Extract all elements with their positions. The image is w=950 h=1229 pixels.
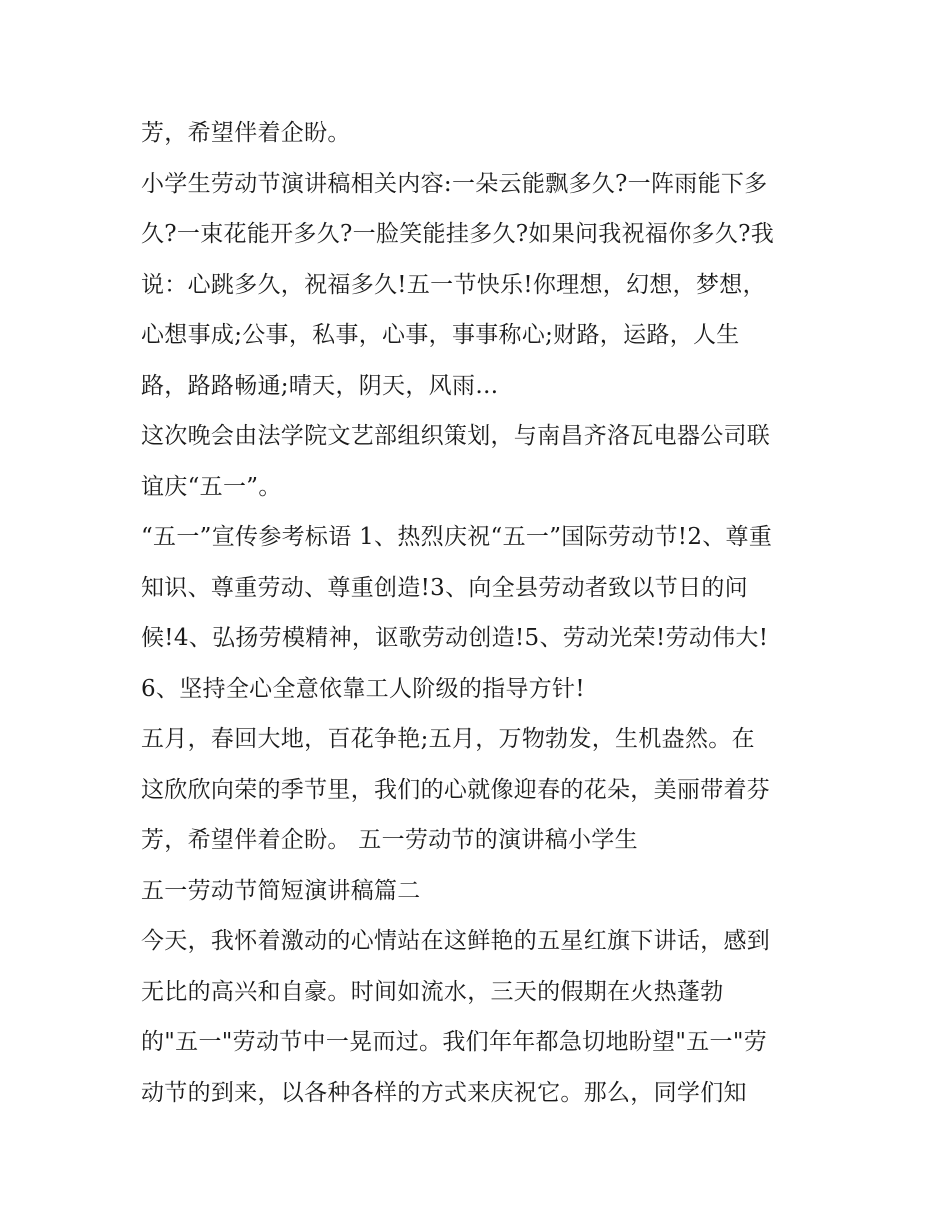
text-line: 候!4、弘扬劳模精神，讴歌劳动创造!5、劳动光荣!劳动伟大! (141, 625, 769, 651)
text-line: 知识、尊重劳动、尊重创造!3、向全县劳动者致以节日的问 (141, 574, 748, 601)
text-line: 说：心跳多久，祝福多久!五一节快乐!你理想，幻想，梦想， (141, 271, 766, 298)
text-line: 久?一束花能开多久?一脸笑能挂多久?如果问我祝福你多久?我 (141, 221, 775, 247)
text-line: 的"五一"劳动节中一晃而过。我们年年都急切地盼望"五一"劳 (141, 1029, 768, 1055)
text-line: 6、坚持全心全意依靠工人阶级的指导方针! (141, 675, 585, 702)
text-line: 芳，希望伴着企盼。 (141, 120, 351, 146)
text-line: 五月，春回大地，百花争艳;五月，万物勃发，生机盎然。在 (141, 726, 755, 752)
text-line: 小学生劳动节演讲稿相关内容:一朵云能飘多久?一阵雨能下多 (141, 170, 768, 197)
text-line: 这次晚会由法学院文艺部组织策划，与南昌齐洛瓦电器公司联 (141, 423, 771, 449)
text-line: “五一”宣传参考标语 1、热烈庆祝“五一”国际劳动节!2、尊重 (141, 524, 773, 550)
section-heading: 五一劳动节简短演讲稿篇二 (141, 877, 421, 904)
text-line: 心想事成;公事，私事，心事，事事称心;财路，运路，人生 (141, 322, 740, 348)
text-line: 路，路路畅通;晴天，阴天，风雨… (141, 372, 499, 399)
text-line: 动节的到来，以各种各样的方式来庆祝它。那么，同学们知 (141, 1079, 747, 1106)
text-line: 今天，我怀着激动的心情站在这鲜艳的五星红旗下讲话，感到 (141, 928, 771, 954)
text-line: 谊庆“五一”。 (141, 473, 282, 500)
document-body (141, 108, 821, 1118)
text-line: 无比的高兴和自豪。时间如流水，三天的假期在火热蓬勃 (141, 978, 724, 1005)
text-line: 芳，希望伴着企盼。 五一劳动节的演讲稿小学生 (141, 827, 638, 853)
text-line: 这欣欣向荣的季节里，我们的心就像迎春的花朵，美丽带着芬 (141, 776, 771, 803)
